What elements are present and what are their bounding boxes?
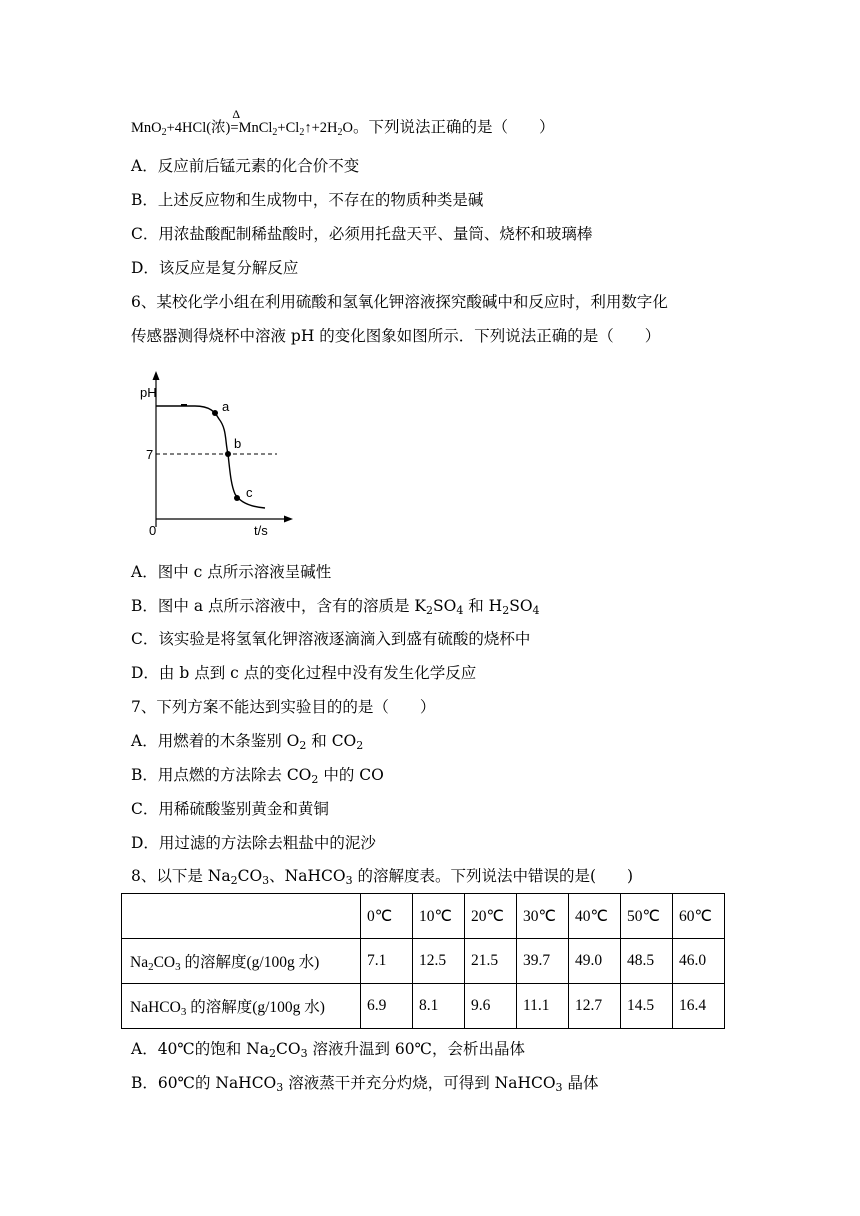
q7-stem: 7、下列方案不能达到实验目的的是（ ） [131, 698, 436, 716]
sub: 3 [555, 1081, 563, 1094]
text: 8、以下是 Na [131, 867, 231, 885]
text: A．40℃的饱和 Na [131, 1040, 269, 1058]
text: CO [153, 954, 176, 971]
point-a [212, 410, 218, 416]
table-cell: 46.0 [673, 939, 725, 984]
text: A．用燃着的木条鉴别 O [131, 732, 300, 750]
sub: 3 [175, 961, 181, 973]
q8-stem [131, 866, 633, 886]
table-cell: 16.4 [673, 984, 725, 1029]
gas-arrow: ↑ [304, 120, 312, 136]
text: 中的 CO [318, 766, 384, 784]
q5-option-d: D．该反应是复分解反应 [131, 259, 299, 277]
delta-symbol: Δ [232, 107, 241, 121]
sub: 3 [300, 1047, 308, 1060]
x-axis-label: t/s [254, 523, 268, 538]
eq-part: +Cl [277, 120, 300, 136]
point-b-label: b [234, 436, 242, 451]
text: B．用点燃的方法除去 CO [131, 766, 312, 784]
x-axis-arrow [284, 516, 293, 523]
q5-option-c: C．用浓盐酸配制稀盐酸时，必须用托盘天平、量筒、烧杯和玻璃棒 [131, 225, 593, 243]
eq-sub: 2 [337, 127, 343, 138]
header-cell: 40℃ [569, 894, 621, 939]
sub: 2 [502, 604, 510, 617]
q6-option-d: D．由 b 点到 c 点的变化过程中没有发生化学反应 [131, 664, 477, 682]
text: CO [276, 1040, 301, 1058]
text: 晶体 [562, 1074, 599, 1092]
solubility-table [121, 893, 725, 1029]
text: NaHCO [130, 999, 181, 1016]
q5-equation-line [131, 107, 555, 138]
table-cell: 9.6 [465, 984, 517, 1029]
q5-question-tail: 。下列说法正确的是（ ） [352, 118, 555, 136]
header-cell: 10℃ [413, 894, 465, 939]
sub: 3 [180, 1006, 187, 1018]
y-axis-arrow [153, 371, 160, 380]
header-empty-cell [122, 894, 361, 939]
point-c-label: c [246, 485, 253, 500]
header-cell: 50℃ [621, 894, 673, 939]
header-cell: 20℃ [465, 894, 517, 939]
table-cell: 7.1 [361, 939, 413, 984]
table-cell: 12.5 [413, 939, 465, 984]
row-label-na2co3 [122, 939, 361, 984]
origin-label: 0 [149, 523, 157, 538]
eq-sub: 2 [272, 127, 278, 138]
text: 的溶解度表。下列说法中错误的是( ) [352, 867, 634, 885]
sub: 3 [262, 874, 270, 887]
q6-stem-line1: 6、某校化学小组在利用硫酸和氢氧化钾溶液探究酸碱中和反应时，利用数字化 [131, 293, 668, 311]
sub: 2 [311, 773, 319, 786]
table-cell: 8.1 [413, 984, 465, 1029]
sub: 2 [148, 961, 154, 973]
table-cell: 21.5 [465, 939, 517, 984]
text: 和 H [463, 597, 503, 615]
text: Na [130, 954, 149, 971]
table-header-row [122, 894, 725, 939]
q6-option-b [131, 596, 540, 616]
sub: 2 [269, 1047, 276, 1060]
header-cell: 30℃ [517, 894, 569, 939]
text: 、NaHCO [269, 867, 346, 885]
sub: 2 [299, 739, 307, 752]
sub: 4 [456, 604, 464, 617]
point-a-label: a [222, 399, 230, 414]
table-cell: 39.7 [517, 939, 569, 984]
q5-option-b: B．上述反应物和生成物中，不存在的物质种类是碱 [131, 191, 484, 209]
sub: 2 [356, 739, 364, 752]
y-axis-label: pH [140, 385, 157, 400]
point-b [225, 451, 231, 457]
eq-sub: 2 [161, 127, 167, 138]
equals-sign: = [230, 120, 239, 136]
q7-option-d: D．用过滤的方法除去粗盐中的泥沙 [131, 834, 376, 852]
q7-option-a [131, 731, 363, 751]
eq-part: MnCl [238, 120, 273, 136]
header-cell: 60℃ [673, 894, 725, 939]
q7-option-b [131, 765, 384, 785]
table-cell: 12.7 [569, 984, 621, 1029]
q8-option-b [131, 1073, 598, 1093]
sub: 2 [426, 604, 433, 617]
text: B．60℃的 NaHCO [131, 1074, 277, 1092]
table-cell: 49.0 [569, 939, 621, 984]
ph-chart [135, 367, 300, 542]
text: CO [237, 867, 263, 885]
sub: 2 [230, 874, 238, 887]
eq-part: +4HCl(浓) [166, 120, 231, 136]
eq-sub: 2 [299, 127, 305, 138]
q6-option-c: C．该实验是将氢氧化钾溶液逐滴滴入到盛有硫酸的烧杯中 [131, 630, 531, 648]
q6-stem-line2: 传感器测得烧杯中溶液 pH 的变化图象如图所示．下列说法正确的是（ ） [131, 327, 661, 345]
text: B．图中 a 点所示溶液中，含有的溶质是 K [131, 597, 426, 615]
text: 的溶解度(g/100g 水) [180, 954, 320, 971]
heat-condition [230, 107, 241, 138]
table-cell: 11.1 [517, 984, 569, 1029]
row-label-nahco3 [122, 984, 361, 1029]
sub: 4 [532, 604, 540, 617]
q8-option-a [131, 1039, 525, 1059]
q7-option-c: C．用稀硫酸鉴别黄金和黄铜 [131, 800, 329, 818]
text: 溶液蒸干并充分灼烧，可得到 NaHCO [283, 1074, 556, 1092]
text: 的溶解度(g/100g 水) [186, 999, 325, 1016]
sub: 3 [276, 1081, 284, 1094]
sub: 3 [345, 874, 353, 887]
table-row [122, 984, 725, 1029]
reaction-equation [131, 107, 353, 138]
table-row [122, 939, 725, 984]
table-cell: 14.5 [621, 984, 673, 1029]
text: 溶液升温到 60℃，会析出晶体 [307, 1040, 525, 1058]
text: SO [509, 597, 533, 615]
eq-part: +2H [311, 120, 338, 136]
header-cell: 0℃ [361, 894, 413, 939]
q6-option-a: A．图中 c 点所示溶液呈碱性 [131, 563, 332, 581]
text: SO [433, 597, 457, 615]
text: 和 CO [306, 732, 357, 750]
table-cell: 6.9 [361, 984, 413, 1029]
q5-option-a: A．反应前后锰元素的化合价不变 [131, 157, 360, 175]
eq-part: O [342, 120, 353, 136]
ph7-label: 7 [146, 447, 154, 462]
point-c [234, 495, 240, 501]
table-cell: 48.5 [621, 939, 673, 984]
eq-part: MnO [131, 120, 162, 136]
